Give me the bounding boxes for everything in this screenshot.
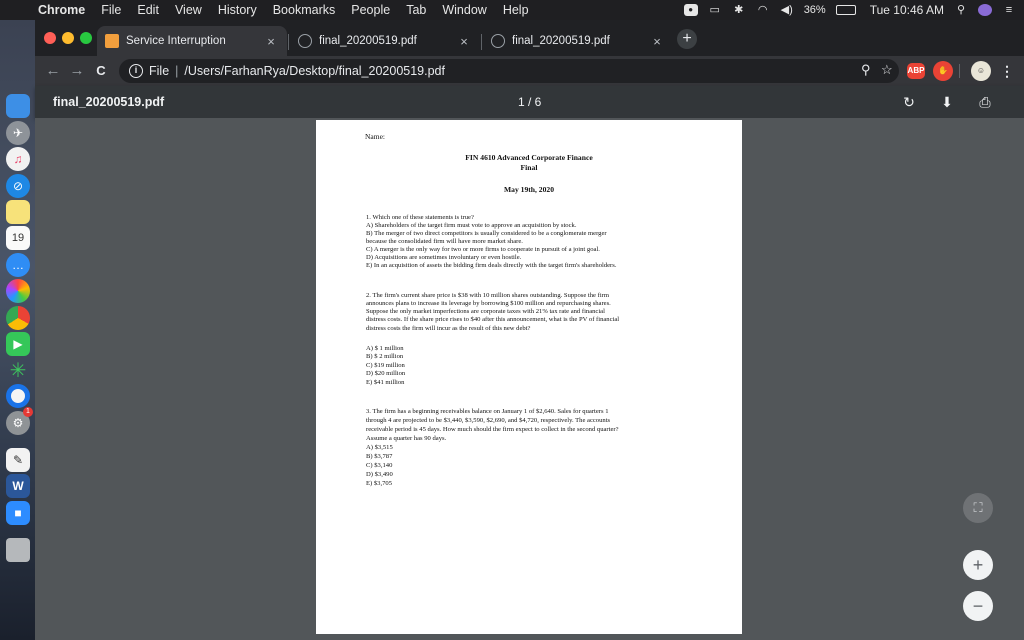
dock (0, 20, 35, 640)
q3-line: receivable period is 45 days. How much should the firm expect to collect in the second quarter? (366, 426, 619, 433)
close-tab-icon[interactable]: × (460, 33, 468, 49)
more-menu-icon[interactable]: ⋮ (1000, 63, 1014, 79)
camera-icon[interactable]: ● (684, 4, 698, 16)
q1-line: because the consolidated firm will have more market share. (366, 238, 523, 245)
menu-history[interactable]: History (217, 3, 257, 17)
battery-icon[interactable] (836, 5, 856, 15)
safari-icon[interactable]: ⊘ (6, 174, 30, 198)
menu-bookmarks[interactable]: Bookmarks (272, 3, 336, 17)
extension-hand-icon[interactable]: ✋ (933, 61, 953, 81)
q1-line: B) The merger of two direct competitors is usually considered to be a conglomerate merger (366, 230, 607, 237)
tab-strip (35, 20, 1024, 56)
photos-icon[interactable] (6, 279, 30, 303)
pinwheel-icon[interactable]: ✳ (9, 359, 27, 382)
q3-option: C) $3,140 (366, 462, 393, 469)
tab-service-interruption[interactable] (97, 26, 287, 56)
menu-people[interactable]: People (351, 3, 391, 17)
wifi-icon[interactable]: ◠ (757, 4, 768, 16)
info-icon[interactable]: i (129, 64, 143, 78)
rotate-icon[interactable]: ↻ (903, 94, 915, 110)
pdf-toolbar (35, 86, 1024, 118)
q2-option: C) $19 million (366, 362, 405, 369)
toolbar-divider (959, 64, 960, 78)
menu-window[interactable]: Window (442, 3, 487, 17)
q3-option: B) $3,787 (366, 453, 393, 460)
word-icon[interactable]: W (6, 474, 30, 498)
menu-chrome[interactable]: Chrome (38, 3, 86, 17)
tab-divider (481, 34, 482, 50)
menubar (0, 0, 1024, 20)
print-icon[interactable]: ⎙ (979, 94, 991, 110)
address-bar[interactable] (119, 59, 899, 83)
tab-title: final_20200519.pdf (319, 35, 417, 47)
globe-favicon-icon (298, 34, 312, 48)
q3-line: 3. The firm has a beginning receivables balance on January 1 of $2,640. Sales for quarters 1 (366, 408, 609, 415)
notes-icon[interactable] (6, 200, 30, 224)
q3-line: Assume a quarter has 90 days. (366, 435, 447, 442)
menu-tab[interactable]: Tab (406, 3, 427, 17)
q3-line: through 4 are projected to be $3,440, $3,590, $2,690, and $4,720, respectively. The accounts (366, 417, 611, 424)
pdf-page (316, 120, 742, 634)
airplay-icon[interactable]: ▭ (709, 4, 720, 16)
q2-option: E) $41 million (366, 379, 405, 386)
menu-file[interactable]: File (101, 3, 122, 17)
notification-center-icon[interactable]: ≡ (1005, 4, 1013, 16)
fit-to-page-button[interactable]: ⛶ (963, 493, 993, 523)
menu-help[interactable]: Help (502, 3, 529, 17)
tab-title: final_20200519.pdf (512, 35, 610, 47)
chrome-icon[interactable] (6, 306, 30, 330)
q2-line: Suppose the only market imperfections are corporate taxes with 21% tax rate and financial (366, 308, 605, 315)
minimize-window-button[interactable] (62, 32, 74, 44)
finder-icon[interactable] (6, 94, 30, 118)
exam-title: Final (520, 163, 538, 172)
music-icon[interactable]: ♫ (6, 147, 30, 171)
q2-line: 2. The firm's current share price is $38 with 10 million shares outstanding. Suppose the firm (366, 292, 609, 299)
close-tab-icon[interactable]: × (653, 33, 661, 49)
tab-divider (288, 34, 289, 50)
globe-favicon-icon (491, 34, 505, 48)
browser-toolbar (35, 56, 1024, 86)
textedit-icon[interactable]: ✎ (6, 448, 30, 472)
q1-line: A) Shareholders of the target firm must vote to approve an acquisition by stock. (366, 222, 577, 229)
q3-option: E) $3,705 (366, 480, 393, 487)
zoom-in-button[interactable]: + (963, 550, 993, 580)
zoom-icon[interactable]: ■ (6, 501, 30, 525)
menu-view[interactable]: View (174, 3, 202, 17)
volume-icon[interactable]: ◀) (780, 4, 793, 16)
adblock-plus-icon[interactable]: ABP (907, 63, 925, 79)
bluetooth-icon[interactable]: ✱ (734, 4, 744, 16)
tab-pdf-1[interactable] (290, 26, 480, 56)
url-scheme: File (149, 64, 170, 78)
q1-line: E) In an acquisition of assets the bidding firm deals directly with the target firm's shareholders. (366, 262, 617, 269)
url-path: /Users/FarhanRya/Desktop/final_20200519.pdf (184, 64, 445, 78)
menubar-status (684, 0, 1024, 20)
q2-line: announces plans to increase its leverage by borrowing $100 million and repurchasing shares. (366, 300, 611, 307)
q2-option: B) $ 2 million (366, 353, 404, 360)
menu-edit[interactable]: Edit (137, 3, 159, 17)
notification-badge: 1 (23, 407, 33, 417)
q1-line: C) A merger is the only way for two or more firms to cooperate in pursuit of a joint goal. (366, 246, 600, 253)
trash-icon[interactable] (6, 538, 30, 562)
battery-percent: 36% (803, 4, 826, 16)
q2-option: D) $20 million (366, 370, 406, 377)
app-icon-ring[interactable] (6, 384, 30, 408)
q2-line: distress costs. If the share price rises to $40 after this announcement, what is the PV of financial (366, 316, 620, 323)
back-button[interactable]: ← (45, 62, 61, 79)
system-preferences-icon[interactable]: ⚙ (6, 411, 30, 435)
zoom-search-icon[interactable]: ⚲ (861, 62, 871, 77)
new-tab-button[interactable]: + (677, 29, 697, 49)
course-title: FIN 4610 Advanced Corporate Finance (465, 153, 593, 162)
q1-line: D) Acquisitions are sometimes involuntary or even hostile. (366, 254, 522, 261)
bookmark-star-icon[interactable]: ☆ (881, 62, 893, 77)
q3-option: A) $3,515 (366, 444, 393, 451)
zoom-window-button[interactable] (80, 32, 92, 44)
close-window-button[interactable] (44, 32, 56, 44)
pdf-filename: final_20200519.pdf (53, 95, 165, 109)
tab-title: Service Interruption (126, 35, 226, 47)
facetime-icon[interactable]: ▶ (6, 332, 30, 356)
reload-button[interactable]: C (96, 63, 106, 78)
download-icon[interactable]: ⬇ (941, 94, 953, 110)
tab-pdf-2[interactable] (483, 26, 673, 56)
profile-avatar[interactable]: ☺ (971, 61, 991, 81)
forward-button[interactable]: → (69, 62, 85, 79)
siri-icon[interactable] (978, 4, 992, 16)
spotlight-icon[interactable]: ⚲ (956, 4, 966, 16)
service-favicon-icon (105, 34, 119, 48)
exam-date: May 19th, 2020 (504, 185, 554, 194)
launchpad-icon[interactable]: ✈ (6, 121, 30, 145)
messages-icon[interactable]: … (6, 253, 30, 277)
chrome-window (35, 20, 1024, 640)
q2-option: A) $ 1 million (366, 345, 404, 352)
name-label: Name: (365, 132, 385, 141)
pdf-viewer[interactable] (35, 118, 1024, 640)
close-tab-icon[interactable]: × (267, 33, 275, 49)
q2-line: distress costs the firm will incur as the result of this new debt? (366, 325, 531, 332)
url-separator: | (175, 64, 179, 78)
q3-option: D) $3,490 (366, 471, 393, 478)
clock[interactable]: Tue 10:46 AM (869, 3, 944, 17)
q1-line: 1. Which one of these statements is true? (366, 214, 474, 221)
page-indicator[interactable]: 1 / 6 (518, 95, 542, 109)
zoom-out-button[interactable]: − (963, 591, 993, 621)
calendar-icon[interactable]: 19 (6, 226, 30, 250)
